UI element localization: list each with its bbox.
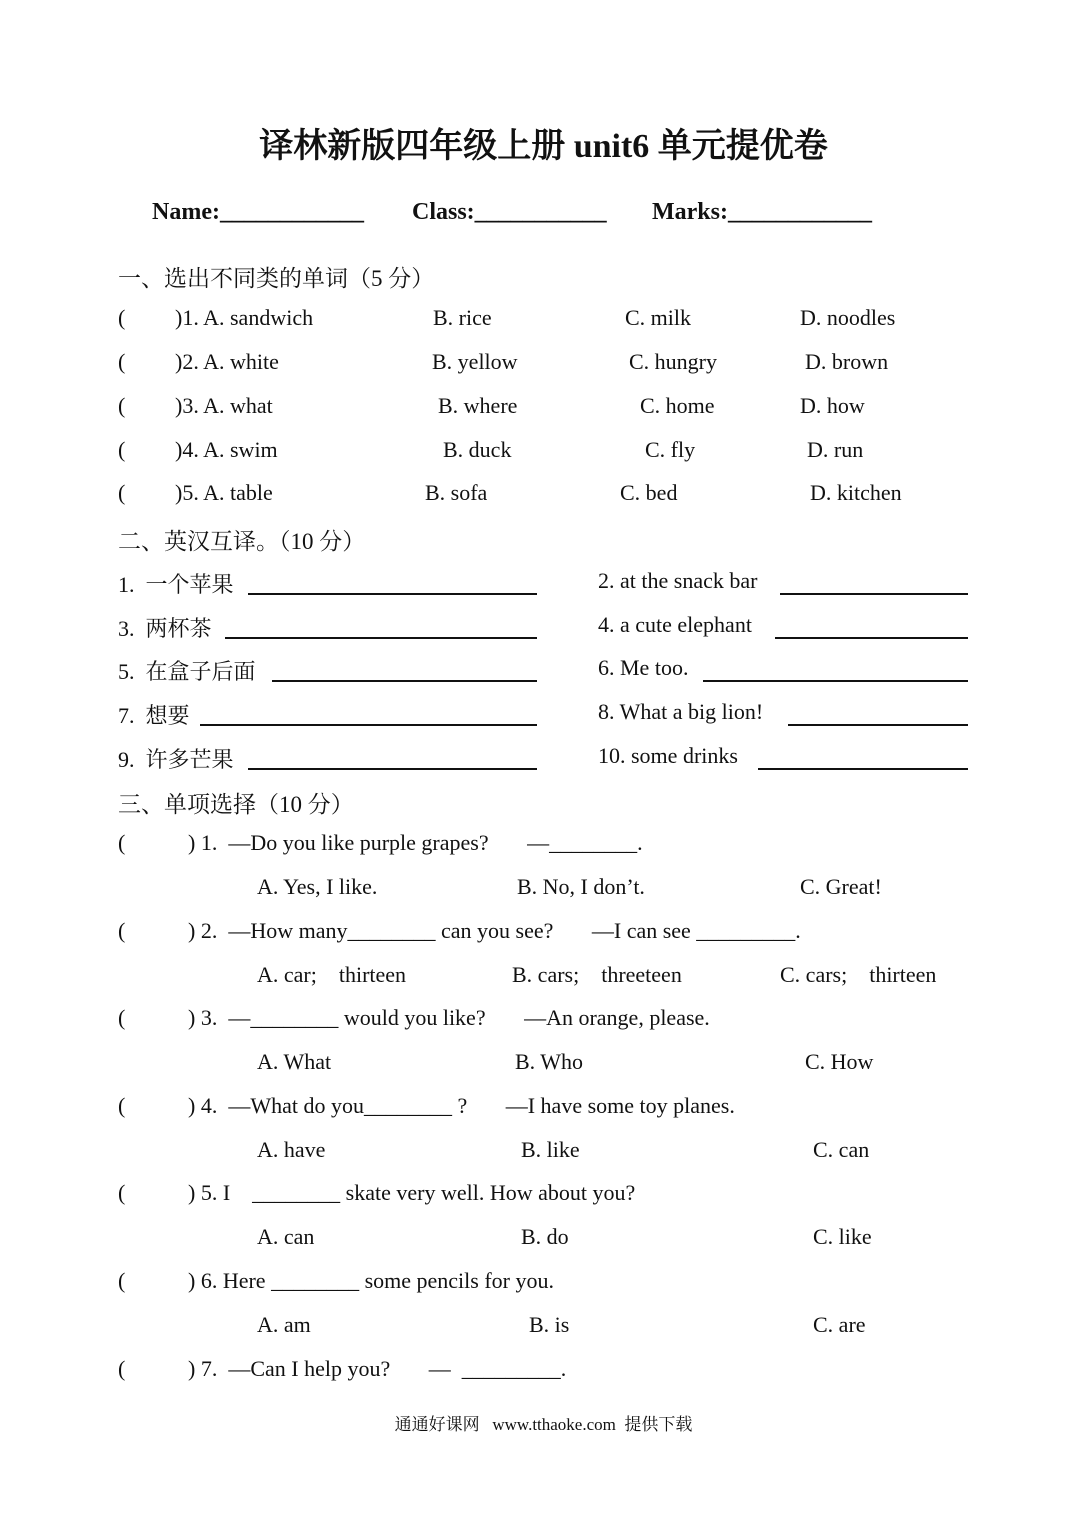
- class-field[interactable]: Class:___________: [412, 199, 607, 225]
- name-field[interactable]: Name:____________: [152, 199, 364, 225]
- option-b: B. where: [438, 393, 518, 418]
- answer-bracket[interactable]: (: [118, 1268, 126, 1293]
- answer-line-right[interactable]: [775, 615, 968, 639]
- option-b[interactable]: B. like: [521, 1137, 580, 1162]
- marks-field[interactable]: Marks:____________: [652, 199, 872, 225]
- translation-prompt-left: 3. 两杯茶: [118, 616, 212, 641]
- option-d: D. run: [807, 437, 864, 462]
- answer-line-left[interactable]: [248, 746, 537, 770]
- question-stem: )4. A. swim: [175, 437, 278, 462]
- question-stem: ) 4. —What do you________ ? —I have some toy planes.: [188, 1093, 735, 1118]
- option-d: D. how: [800, 393, 865, 418]
- answer-line-right[interactable]: [780, 571, 968, 595]
- footer-source: 通通好课网 www.tthaoke.com 提供下载: [394, 1415, 693, 1434]
- option-c[interactable]: C. like: [813, 1224, 872, 1249]
- page-title: 译林新版四年级上册 unit6 单元提优卷: [259, 128, 828, 165]
- translation-prompt-right: 4. a cute elephant: [598, 612, 752, 637]
- translation-prompt-left: 1. 一个苹果: [118, 572, 234, 597]
- answer-line-left[interactable]: [248, 571, 537, 595]
- translation-prompt-left: 9. 许多芒果: [118, 747, 234, 772]
- option-b: B. rice: [433, 305, 492, 330]
- answer-bracket[interactable]: (: [118, 437, 126, 462]
- answer-bracket[interactable]: (: [118, 349, 126, 374]
- answer-bracket[interactable]: (: [118, 918, 126, 943]
- option-b[interactable]: B. is: [529, 1312, 570, 1337]
- option-c[interactable]: C. How: [805, 1049, 874, 1074]
- translation-prompt-left: 5. 在盒子后面: [118, 659, 256, 684]
- option-d: D. noodles: [800, 305, 896, 330]
- answer-bracket[interactable]: (: [118, 480, 126, 505]
- option-a[interactable]: A. can: [257, 1224, 315, 1249]
- student-info-header: [128, 172, 872, 253]
- translation-prompt-right: 6. Me too.: [598, 655, 689, 680]
- option-b: B. duck: [443, 437, 512, 462]
- section1-heading: 一、选出不同类的单词（5 分）: [118, 266, 435, 291]
- translation-prompt-right: 10. some drinks: [598, 743, 738, 768]
- question-stem: ) 7. —Can I help you? — _________.: [188, 1356, 567, 1381]
- option-a[interactable]: A. Yes, I like.: [257, 874, 378, 899]
- option-d: D. kitchen: [810, 480, 902, 505]
- question-stem: ) 6. Here ________ some pencils for you.: [188, 1268, 554, 1293]
- option-c[interactable]: C. are: [813, 1312, 866, 1337]
- question-stem: ) 1. —Do you like purple grapes? —________.: [188, 830, 643, 855]
- option-b[interactable]: B. do: [521, 1224, 569, 1249]
- question-stem: )3. A. what: [175, 393, 273, 418]
- option-b: B. yellow: [432, 349, 518, 374]
- question-stem: )2. A. white: [175, 349, 279, 374]
- option-c: C. fly: [645, 437, 696, 462]
- question-stem: ) 3. —________ would you like? —An orange, please.: [188, 1005, 710, 1030]
- option-c: C. bed: [620, 480, 678, 505]
- section2-heading: 二、英汉互译。（10 分）: [118, 529, 366, 554]
- question-stem: )1. A. sandwich: [175, 305, 314, 330]
- option-b[interactable]: B. Who: [515, 1049, 584, 1074]
- answer-bracket[interactable]: (: [118, 830, 126, 855]
- option-c: C. milk: [625, 305, 692, 330]
- option-c[interactable]: C. can: [813, 1137, 870, 1162]
- question-stem: ) 2. —How many________ can you see? —I can see _________.: [188, 918, 801, 943]
- answer-line-right[interactable]: [703, 658, 968, 682]
- option-a[interactable]: A. have: [257, 1137, 326, 1162]
- answer-bracket[interactable]: (: [118, 393, 126, 418]
- section3-heading: 三、单项选择（10 分）: [118, 792, 354, 817]
- translation-prompt-right: 2. at the snack bar: [598, 568, 758, 593]
- answer-bracket[interactable]: (: [118, 305, 126, 330]
- option-b[interactable]: B. No, I don’t.: [517, 874, 645, 899]
- option-c[interactable]: C. Great!: [800, 874, 882, 899]
- option-c: C. hungry: [629, 349, 717, 374]
- answer-bracket[interactable]: (: [118, 1180, 126, 1205]
- translation-prompt-left: 7. 想要: [118, 703, 190, 728]
- question-stem: ) 5. I ________ skate very well. How about you?: [188, 1180, 636, 1205]
- question-stem: )5. A. table: [175, 480, 273, 505]
- answer-line-left[interactable]: [200, 702, 537, 726]
- translation-prompt-right: 8. What a big lion!: [598, 699, 764, 724]
- answer-bracket[interactable]: (: [118, 1005, 126, 1030]
- option-b[interactable]: B. cars; threeteen: [512, 962, 682, 987]
- option-c: C. home: [640, 393, 715, 418]
- option-d: D. brown: [805, 349, 889, 374]
- option-c[interactable]: C. cars; thirteen: [780, 962, 937, 987]
- answer-bracket[interactable]: (: [118, 1356, 126, 1381]
- answer-line-left[interactable]: [225, 615, 537, 639]
- answer-line-right[interactable]: [758, 746, 968, 770]
- answer-bracket[interactable]: (: [118, 1093, 126, 1118]
- answer-line-right[interactable]: [788, 702, 968, 726]
- option-b: B. sofa: [425, 480, 488, 505]
- option-a[interactable]: A. car; thirteen: [257, 962, 407, 987]
- option-a[interactable]: A. What: [257, 1049, 332, 1074]
- answer-line-left[interactable]: [272, 658, 537, 682]
- option-a[interactable]: A. am: [257, 1312, 311, 1337]
